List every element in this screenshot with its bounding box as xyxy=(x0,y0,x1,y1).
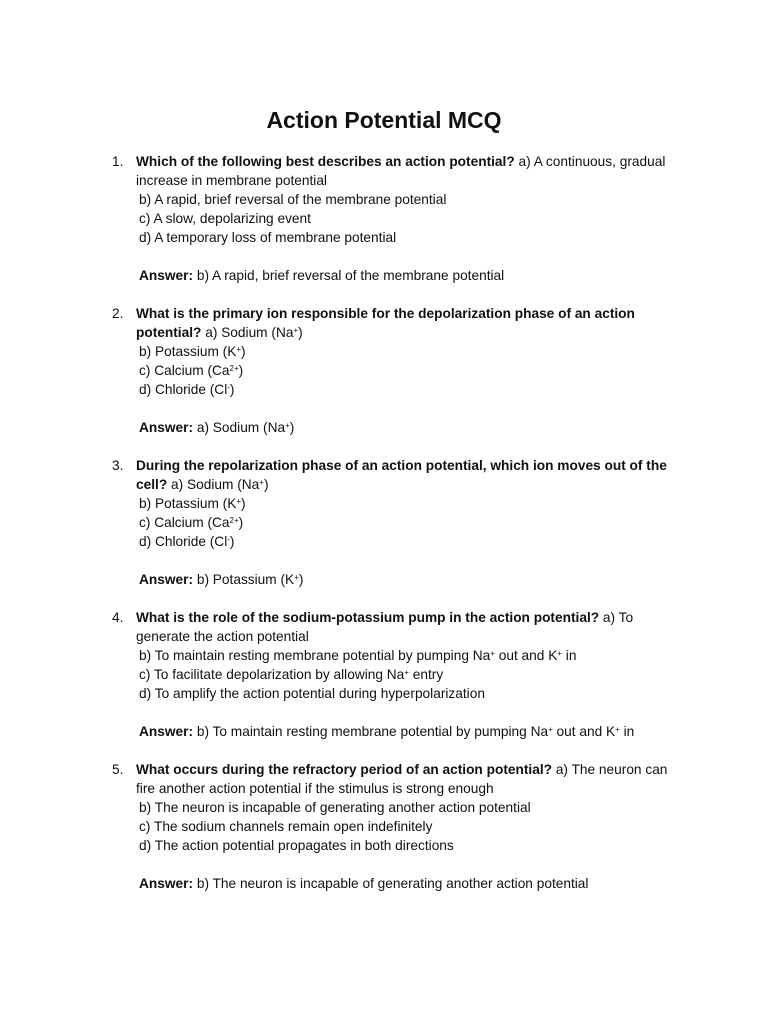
answer-line xyxy=(139,418,676,437)
option-a: a) Sodium (Na+) xyxy=(205,325,303,340)
answer-text: a) Sodium (Na+) xyxy=(196,420,295,435)
question-body xyxy=(136,456,676,589)
question-number: 3. xyxy=(112,458,124,473)
question-text: What is the role of the sodium-potassium pump in the action potential? xyxy=(136,610,600,625)
answer-label: Answer: xyxy=(139,572,194,587)
option-d: d) To amplify the action potential during hyperpolarization xyxy=(139,686,485,701)
answer-text: b) To maintain resting membrane potential by pumping Na+ out and K+ in xyxy=(196,724,635,739)
option-d: d) Chloride (Cl-) xyxy=(139,534,235,549)
question-text: What is the primary ion responsible for the depolarization phase of an action potential? xyxy=(136,306,635,340)
answer-text: b) The neuron is incapable of generating another action potential xyxy=(196,876,589,891)
question-text: Which of the following best describes an action potential? xyxy=(136,154,515,169)
question-item xyxy=(0,760,768,893)
question-body xyxy=(136,304,676,437)
question-item xyxy=(0,304,768,437)
option-c: c) Calcium $(Ca^{2+})$ xyxy=(139,515,244,530)
answer-line xyxy=(139,570,676,589)
question-text: During the repolarization phase of an action potential, which ion moves out of the cell? xyxy=(136,458,667,492)
option-c: c) The sodium channels remain open indefinitely xyxy=(139,819,433,834)
answer-line xyxy=(139,266,676,285)
question-body xyxy=(136,608,676,741)
answer-text: b) A rapid, brief reversal of the membrane potential xyxy=(196,268,505,283)
answer-label: Answer: xyxy=(139,724,194,739)
question-body xyxy=(136,760,676,893)
option-b: b) A rapid, brief reversal of the membrane potential xyxy=(139,192,447,207)
answer-line xyxy=(139,874,676,893)
answer-text: b) Potassium (K+) xyxy=(196,572,304,587)
question-item xyxy=(0,152,768,285)
question-line xyxy=(136,608,676,646)
question-line xyxy=(136,760,676,798)
option-b: b) To maintain resting membrane potential by pumping Na+ out and K+ in xyxy=(139,648,577,663)
question-number: 4. xyxy=(112,610,124,625)
answer-label: Answer: xyxy=(139,268,194,283)
question-item xyxy=(0,456,768,589)
page-title: Action Potential MCQ xyxy=(266,107,502,133)
option-d: d) The action potential propagates in both directions xyxy=(139,838,454,853)
option-d: d) A temporary loss of membrane potential xyxy=(139,230,397,245)
option-b: b) Potassium (K+) xyxy=(139,344,246,359)
question-list xyxy=(0,152,768,912)
option-c: c) A slow, depolarizing event xyxy=(139,211,311,226)
answer-label: Answer: xyxy=(139,420,194,435)
question-line xyxy=(136,152,676,190)
option-c: c) Calcium $(Ca^{2+})$ xyxy=(139,363,244,378)
option-d: d) Chloride (Cl-) xyxy=(139,382,235,397)
option-a: a) The neuron can fire another action potential if the stimulus is strong enough xyxy=(136,762,668,796)
question-line xyxy=(136,456,676,494)
option-b: b) The neuron is incapable of generating another action potential xyxy=(139,800,531,815)
question-item xyxy=(0,608,768,741)
question-number: 1. xyxy=(112,154,124,169)
question-text: What occurs during the refractory period of an action potential? xyxy=(136,762,552,777)
option-b: b) Potassium (K+) xyxy=(139,496,246,511)
question-body xyxy=(136,152,676,285)
question-number: 2. xyxy=(112,306,124,321)
answer-label: Answer: xyxy=(139,876,194,891)
answer-line xyxy=(139,722,676,741)
question-number: 5. xyxy=(112,762,124,777)
question-line xyxy=(136,304,676,342)
option-a: a) A continuous, gradual increase in membrane potential xyxy=(136,154,666,188)
option-a: a) Sodium (Na+) xyxy=(171,477,269,492)
option-c: c) To facilitate depolarization by allowing Na+ entry xyxy=(139,667,444,682)
option-a: a) To generate the action potential xyxy=(136,610,634,644)
